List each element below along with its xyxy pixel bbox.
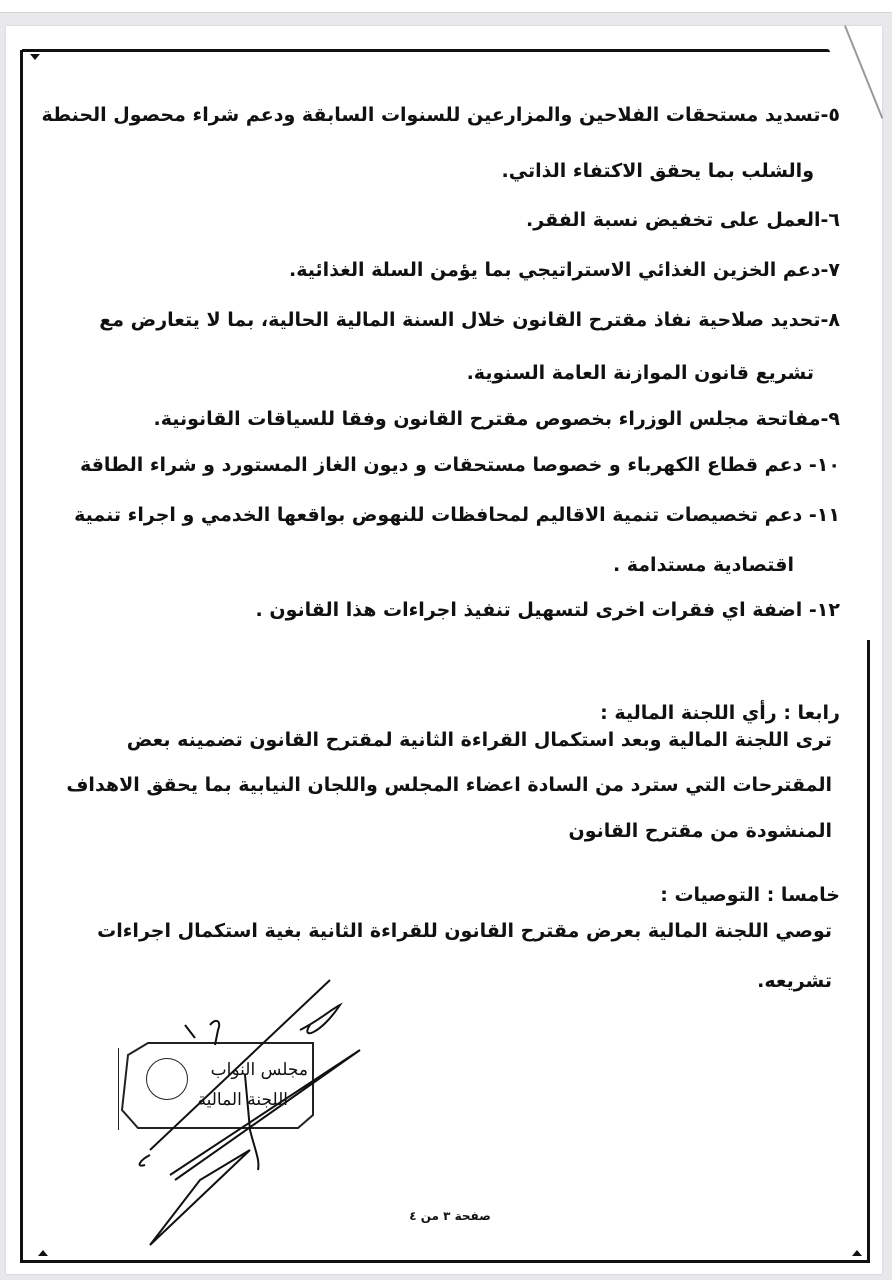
stamp-line-1: مجلس النواب <box>210 1060 308 1080</box>
corner-mark-bottom-right <box>852 1250 862 1256</box>
page-border-left <box>20 50 23 1263</box>
page-border-bottom <box>22 1260 869 1263</box>
page-border-top <box>22 49 830 52</box>
section-4-line-1: ترى اللجنة المالية وبعد استكمال القراءة الثانية لمقترح القانون تضمينه بعض <box>126 729 832 751</box>
item-8-line-2: تشريع قانون الموازنة العامة السنوية. <box>466 362 814 384</box>
item-5-line-2: والشلب بما يحقق الاكتفاء الذاتي. <box>501 160 814 182</box>
item-9: ٩-مفاتحة مجلس الوزراء بخصوص مقترح القانون وفقا للسياقات القانونية. <box>153 408 840 430</box>
item-12: ١٢- اضفة اي فقرات اخرى لتسهيل تنفيذ اجراءات هذا القانون . <box>255 599 840 621</box>
page-number: صفحة ٣ من ٤ <box>409 1209 491 1223</box>
section-4-line-2: المقترحات التي سترد من السادة اعضاء المجلس واللجان النيابية بما يحقق الاهداف <box>66 774 832 796</box>
section-4-line-3: المنشودة من مقترح القانون <box>568 820 832 842</box>
item-8-line-1: ٨-تحديد صلاحية نفاذ مقترح القانون خلال السنة المالية الحالية، بما لا يتعارض مع <box>99 309 840 331</box>
item-11-line-1: ١١- دعم تخصيصات تنمية الاقاليم لمحافظات للنهوض بواقعها الخدمي و اجراء تنمية <box>74 504 840 526</box>
stamp-line-2: اللجنة المالية <box>197 1090 288 1110</box>
section-4-heading: رابعا : رأي اللجنة المالية : <box>600 702 840 724</box>
corner-mark-top-left <box>30 54 40 60</box>
item-11-line-2: اقتصادية مستدامة . <box>612 554 794 576</box>
item-6: ٦-العمل على تخفيض نسبة الفقر. <box>526 209 840 231</box>
stamp-emblem <box>146 1058 188 1100</box>
page-fold-line <box>844 25 883 118</box>
section-5-line-2: تشريعه. <box>757 970 832 992</box>
item-10: ١٠- دعم قطاع الكهرباء و خصوصا مستحقات و ديون الغاز المستورد و شراء الطاقة <box>79 454 840 476</box>
section-5-heading: خامسا : التوصيات : <box>660 884 840 906</box>
item-5-line-1: ٥-تسديد مستحقات الفلاحين والمزارعين للسنوات السابقة ودعم شراء محصول الحنطة <box>41 104 840 126</box>
corner-mark-bottom-left <box>38 1250 48 1256</box>
committee-stamp <box>118 1040 318 1130</box>
section-5-line-1: توصي اللجنة المالية بعرض مقترح القانون للقراءة الثانية بغية استكمال اجراءات <box>97 920 832 942</box>
top-page-edge <box>0 0 892 13</box>
page-border-right <box>867 640 870 1263</box>
item-7: ٧-دعم الخزين الغذائي الاستراتيجي بما يؤمن السلة الغذائية. <box>289 259 840 281</box>
